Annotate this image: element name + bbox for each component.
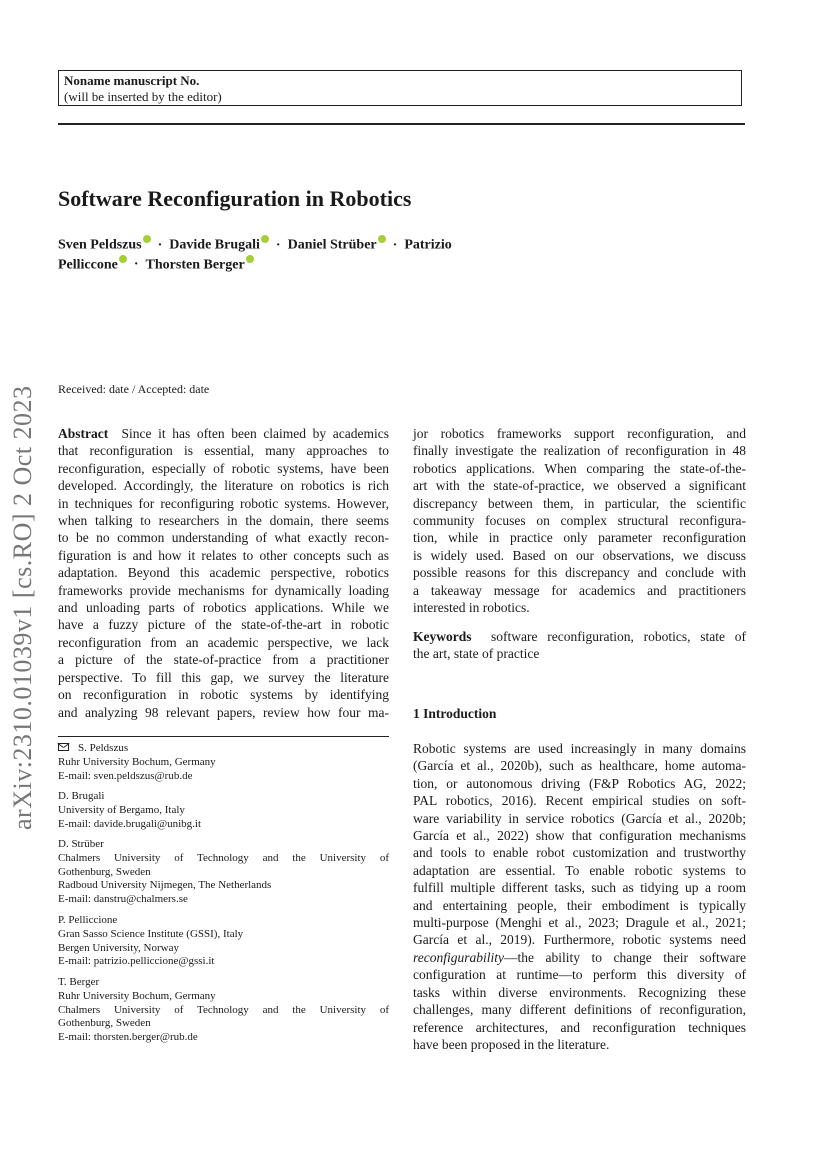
text-line: and tools to enable robot customization and trustworthy	[413, 845, 746, 861]
author-email[interactable]: E-mail: davide.brugali@unibg.it	[58, 817, 202, 830]
text-line: developed. Accordingly, the literature on robotics is rich	[58, 478, 389, 494]
text-line: reference architectures, and reconfiguration techniques	[413, 1019, 746, 1035]
author-email[interactable]: E-mail: thorsten.berger@rub.de	[58, 1031, 198, 1044]
abstract-left-column	[58, 425, 389, 721]
keywords-text: software reconfiguration, robotics, state of	[491, 629, 747, 644]
text-line: and unloading parts of robotics applications. While we	[58, 600, 389, 616]
text-line: perspective. To fill this gap, we survey the literature	[58, 669, 389, 685]
text-line: a picture of the state-of-practice from a practitioner	[58, 652, 389, 668]
text-line: challenges, many different definitions of reconfiguration,	[413, 1002, 746, 1018]
text-line: that reconfiguration is essential, many approaches to	[58, 443, 389, 459]
text-line: art with the state-of-practice, we observed a significant	[413, 478, 746, 494]
text-line: Abstract Since it has often been claimed by academics	[58, 426, 390, 441]
affiliation-line: Gran Sasso Science Institute (GSSI), Italy	[58, 927, 244, 940]
text-line: ware variability in service robotics (García et al., 2020b;	[413, 810, 746, 826]
section-heading: 1 Introduction	[413, 706, 497, 721]
text-line: reconfiguration from an academic perspective, we lack	[58, 634, 389, 650]
affiliation-block	[58, 790, 389, 831]
keywords	[413, 628, 746, 663]
text-line: discrepancy between them, in particular, the scientific	[413, 495, 746, 511]
editor-note: (will be inserted by the editor)	[64, 89, 222, 104]
orcid-icon[interactable]	[143, 235, 151, 243]
text-line: adaptation are essential. To enable robotic systems to	[413, 862, 746, 878]
author-list: Sven Peldszus · Davide Brugali · Daniel Strüber · Patrizio Pelliccone · Thorsten Berger	[58, 235, 528, 274]
author-name: Davide Brugali	[169, 237, 260, 253]
author-name: Patrizio	[404, 237, 452, 253]
text-line: is widely used. Based on our observations, we discuss	[413, 547, 746, 563]
text-line: multi-purpose (Menghi et al., 2023; Dragule et al., 2021;	[413, 915, 746, 931]
author-short-name: D. Brugali	[58, 790, 105, 802]
text-line: and entertaining people, their embodiment is typically	[413, 897, 746, 913]
author-name: Pelliccone	[58, 257, 118, 273]
text-line: PAL robotics, 2016). Recent empirical studies on soft-	[413, 793, 746, 809]
author-email[interactable]: E-mail: sven.peldszus@rub.de	[58, 769, 193, 782]
envelope-icon	[58, 743, 69, 751]
text-line: reconfigurability—the ability to change their software	[413, 949, 746, 965]
orcid-icon[interactable]	[119, 255, 127, 263]
text-line: and analyzing 98 relevant papers, review how four ma-	[58, 704, 389, 720]
affiliation-block	[58, 838, 389, 907]
manuscript-header-box	[58, 70, 742, 106]
text-line: community focuses on complex structural reconfigura-	[413, 513, 746, 529]
text-line: (García et al., 2020b), such as healthcare, home automa-	[413, 758, 746, 774]
text-line: figuration is and how it relates to other concepts such as	[58, 547, 389, 563]
text-line: configuration at runtime—to perform this diversity of	[413, 967, 746, 983]
manuscript-number: Noname manuscript No.	[64, 73, 200, 88]
author-email[interactable]: E-mail: patrizio.pelliccione@gssi.it	[58, 955, 215, 968]
text-line: tion, while in practice only parameter reconfiguration	[413, 530, 746, 546]
affiliation-line: Ruhr University Bochum, Germany	[58, 989, 216, 1002]
orcid-icon[interactable]	[246, 255, 254, 263]
affiliation-line: Gothenburg, Sweden	[58, 865, 151, 878]
affiliation-line: Chalmers University of Technology and the University of	[58, 851, 389, 864]
paper-title: Software Reconfiguration in Robotics	[58, 186, 412, 211]
abstract-label: Abstract	[58, 426, 109, 441]
footnote-rule	[58, 736, 389, 737]
header-rule	[58, 123, 745, 125]
affiliation-block	[58, 742, 389, 783]
author-short-name: T. Berger	[58, 976, 100, 988]
affiliation-block	[58, 976, 389, 1045]
keywords-text: the art, state of practice	[413, 646, 540, 662]
affiliation-line: University of Bergamo, Italy	[58, 803, 185, 816]
author-email[interactable]: E-mail: danstru@chalmers.se	[58, 893, 188, 906]
text-line: possible reasons for this discrepancy and conclude with	[413, 565, 746, 581]
affiliation-line: Gothenburg, Sweden	[58, 1017, 151, 1030]
text-line: tasks within diverse environments. Recognizing these	[413, 984, 746, 1000]
affiliation-line: Radboud University Nijmegen, The Netherlands	[58, 879, 272, 892]
text-line: on reconfiguration in robotic systems by identifying	[58, 687, 389, 703]
text-line: adaptation. Beyond this academic perspective, robotics	[58, 565, 389, 581]
abstract-right-column	[413, 425, 746, 616]
text-line: to be no common understanding of what exactly recon-	[58, 530, 389, 546]
text-line: frameworks provide mechanisms for dynamically loading	[58, 582, 389, 598]
text-line: finally investigate the realization of reconfiguration in 48	[413, 443, 746, 459]
text-line: interested in robotics.	[413, 600, 530, 616]
received-date: Received: date / Accepted: date	[58, 382, 210, 396]
orcid-icon[interactable]	[261, 235, 269, 243]
text-line: a takeaway message for academics and practitioners	[413, 582, 746, 598]
author-name: Sven Peldszus	[58, 237, 142, 253]
author-short-name: P. Pelliccione	[58, 914, 118, 926]
text-line: fulfill multiple different tasks, such as tidying up a room	[413, 880, 746, 896]
arxiv-identifier[interactable]: arXiv:2310.01039v1 [cs.RO] 2 Oct 2023	[8, 385, 37, 830]
author-name: Thorsten Berger	[145, 257, 245, 273]
keywords-label: Keywords	[413, 629, 472, 644]
affiliation-line: Bergen University, Norway	[58, 941, 179, 954]
text-line: García et al., 2019). Furthermore, robotic systems need	[413, 932, 746, 948]
affiliation-line: Ruhr University Bochum, Germany	[58, 755, 216, 768]
text-line: García et al., 2022) show that configuration mechanisms	[413, 828, 746, 844]
text-line: Robotic systems are used increasingly in many domains	[413, 741, 746, 756]
author-name: Daniel Strüber	[287, 237, 377, 253]
text-line: have a fuzzy picture of the state-of-the-art in robotic	[58, 617, 389, 633]
text-line: in techniques for reconfiguring robotic systems. However,	[58, 495, 389, 511]
text-line: reconfiguration, especially of robotic systems, have been	[58, 460, 389, 476]
affiliation-line: Chalmers University of Technology and the University of	[58, 1003, 389, 1016]
text-line: jor robotics frameworks support reconfiguration, and	[413, 426, 746, 441]
text-line: have been proposed in the literature.	[413, 1036, 610, 1052]
text-line: robotics applications. When comparing the state-of-the-	[413, 460, 746, 476]
author-short-name: S. Peldszus	[58, 742, 389, 756]
text-line: when talking to researchers in the domain, there seems	[58, 513, 389, 529]
text-line: tion, or autonomous driving (F&P Robotics AG, 2022;	[413, 775, 746, 791]
introduction-body	[413, 740, 746, 1053]
affiliation-block	[58, 914, 389, 969]
orcid-icon[interactable]	[378, 235, 386, 243]
author-short-name: D. Strüber	[58, 838, 104, 850]
